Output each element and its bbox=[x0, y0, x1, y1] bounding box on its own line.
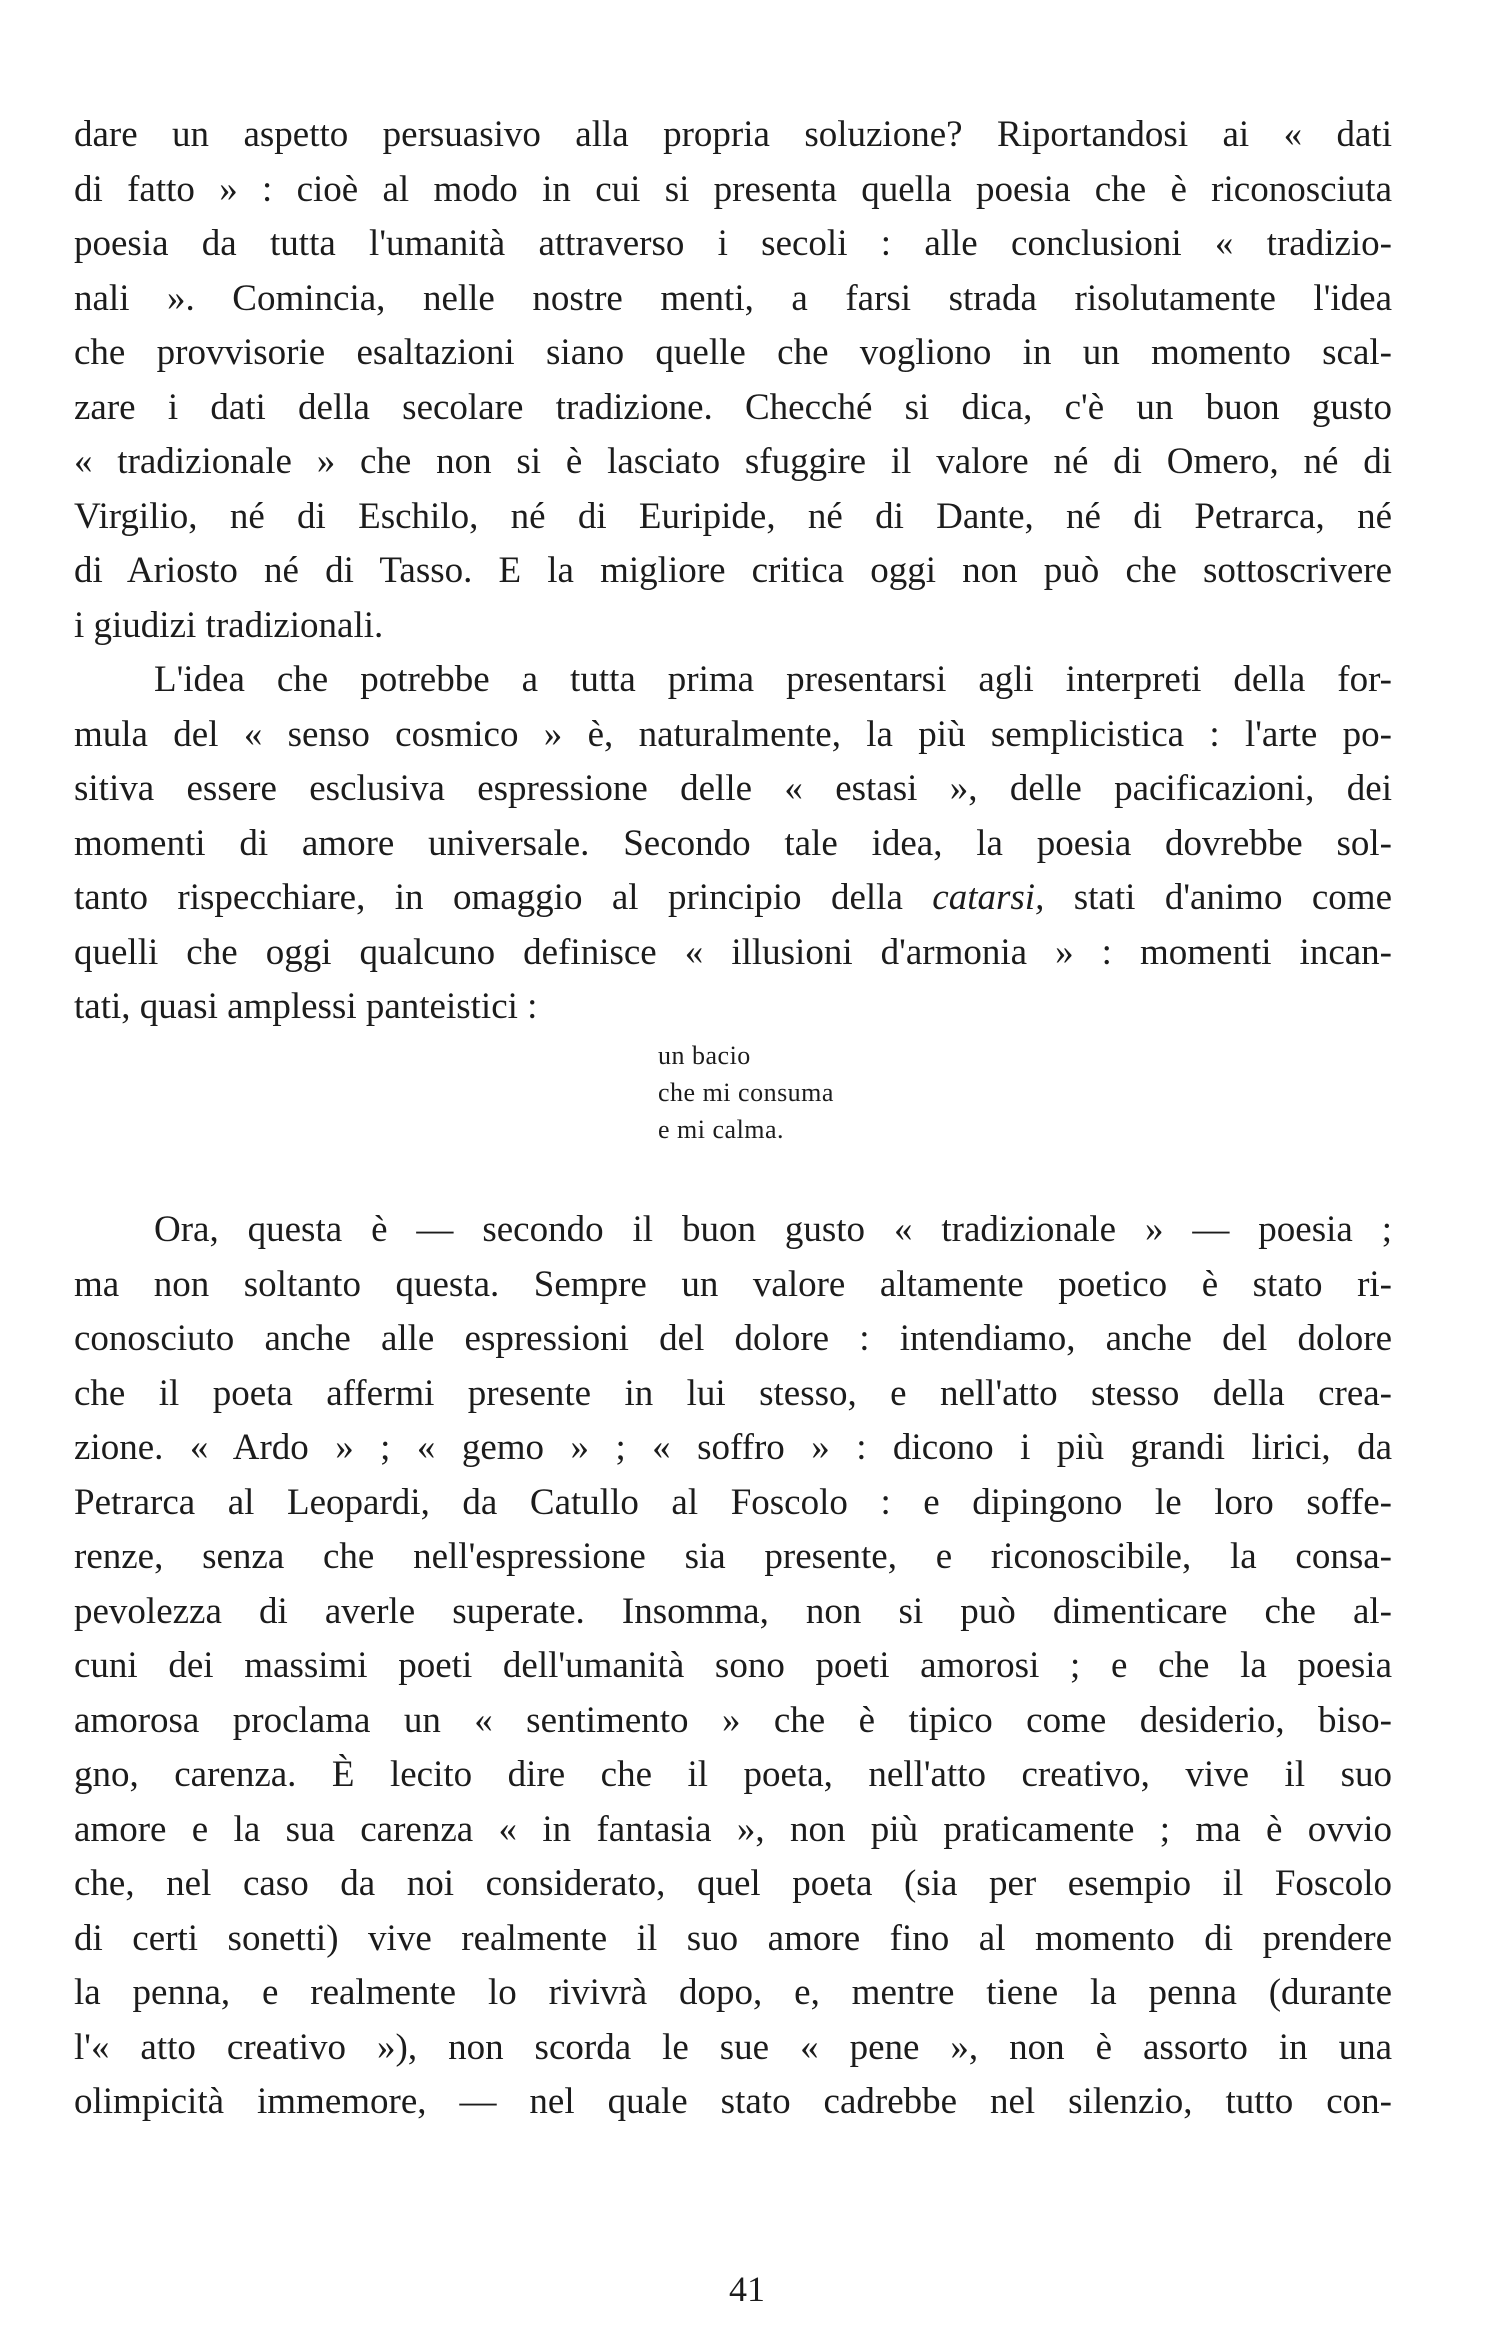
text-line: quelli che oggi qualcuno definisce « illusioni d'armonia » : momenti incan- bbox=[74, 931, 1392, 973]
text-line: di certi sonetti) vive realmente il suo amore fino al momento di prendere bbox=[74, 1917, 1392, 1959]
text-line: momenti di amore universale. Secondo tale idea, la poesia dovrebbe sol- bbox=[74, 822, 1392, 864]
text-line bbox=[74, 871, 1392, 926]
text-line: i giudizi tradizionali. bbox=[74, 604, 384, 646]
text-line: che provvisorie esaltazioni siano quelle che vogliono in un momento scal- bbox=[74, 332, 1392, 373]
text-line: conosciuto anche alle espressioni del dolore : intendiamo, anche del dolore bbox=[74, 1318, 1392, 1359]
text-line: olimpicità immemore, — nel quale stato cadrebbe nel silenzio, tutto con- bbox=[74, 2081, 1392, 2122]
text-line: Virgilio, né di Eschilo, né di Euripide, né di Dante, né di Petrarca, né bbox=[74, 495, 1392, 537]
text-line: L'idea che potrebbe a tutta prima presentarsi agli interpreti della for- bbox=[154, 659, 1392, 700]
verse-line: un bacio bbox=[658, 1041, 751, 1070]
text-line: zare i dati della secolare tradizione. Checché si dica, c'è un buon gusto bbox=[74, 386, 1392, 428]
paragraph-3 bbox=[74, 1203, 1392, 2130]
text-line: che il poeta affermi presente in lui stesso, e nell'atto stesso della crea- bbox=[74, 1372, 1392, 1414]
text-segment: stati d'animo come bbox=[1044, 877, 1392, 918]
text-line: nali ». Comincia, nelle nostre menti, a farsi strada risolutamente l'idea bbox=[74, 277, 1392, 319]
text-line: di Ariosto né di Tasso. E la migliore critica oggi non può che sottoscrivere bbox=[74, 550, 1392, 591]
text-line: l'« atto creativo »), non scorda le sue « pene », non è assorto in una bbox=[74, 2026, 1392, 2068]
verse-line: e mi calma. bbox=[658, 1115, 785, 1144]
text-line: gno, carenza. È lecito dire che il poeta, nell'atto creativo, vive il suo bbox=[74, 1754, 1392, 1795]
text-line: sitiva essere esclusiva espressione delle « estasi », delle pacificazioni, dei bbox=[74, 768, 1392, 809]
verse-quote bbox=[658, 1037, 834, 1148]
text-line: cuni dei massimi poeti dell'umanità sono poeti amorosi ; e che la poesia bbox=[74, 1645, 1392, 1686]
text-line: amorosa proclama un « sentimento » che è tipico come desiderio, biso- bbox=[74, 1699, 1392, 1741]
text-line: che, nel caso da noi considerato, quel poeta (sia per esempio il Foscolo bbox=[74, 1863, 1392, 1904]
verse-line: che mi consuma bbox=[658, 1078, 834, 1107]
text-line: amore e la sua carenza « in fantasia », non più praticamente ; ma è ovvio bbox=[74, 1808, 1392, 1850]
paragraph-2 bbox=[74, 653, 1392, 1035]
text-line: dare un aspetto persuasivo alla propria soluzione? Riportandosi ai « dati bbox=[74, 114, 1392, 155]
paragraph-1 bbox=[74, 108, 1392, 1035]
text-line: poesia da tutta l'umanità attraverso i secoli : alle conclusioni « tradizio- bbox=[74, 223, 1392, 264]
italic-word: catarsi, bbox=[932, 877, 1045, 918]
text-line: pevolezza di averle superate. Insomma, non si può dimenticare che al- bbox=[74, 1590, 1392, 1632]
text-line: Ora, questa è — secondo il buon gusto « tradizionale » — poesia ; bbox=[154, 1209, 1392, 1250]
text-line: ma non soltanto questa. Sempre un valore altamente poetico è stato ri- bbox=[74, 1263, 1392, 1305]
text-line: la penna, e realmente lo rivivrà dopo, e, mentre tiene la penna (durante bbox=[74, 1972, 1392, 2013]
text-line: renze, senza che nell'espressione sia presente, e riconoscibile, la consa- bbox=[74, 1536, 1392, 1577]
text-line: tati, quasi amplessi panteistici : bbox=[74, 986, 538, 1027]
text-line: zione. « Ardo » ; « gemo » ; « soffro » : dicono i più grandi lirici, da bbox=[74, 1427, 1392, 1468]
text-line: mula del « senso cosmico » è, naturalmente, la più semplicistica : l'arte po- bbox=[74, 713, 1392, 755]
text-line: di fatto » : cioè al modo in cui si presenta quella poesia che è riconosciuta bbox=[74, 168, 1392, 210]
text-line: « tradizionale » che non si è lasciato sfuggire il valore né di Omero, né di bbox=[74, 441, 1392, 482]
page-number: 41 bbox=[729, 2269, 765, 2309]
text-segment: tanto rispecchiare, in omaggio al principio della bbox=[74, 877, 933, 918]
text-line: Petrarca al Leopardi, da Catullo al Foscolo : e dipingono le loro soffe- bbox=[74, 1481, 1392, 1523]
